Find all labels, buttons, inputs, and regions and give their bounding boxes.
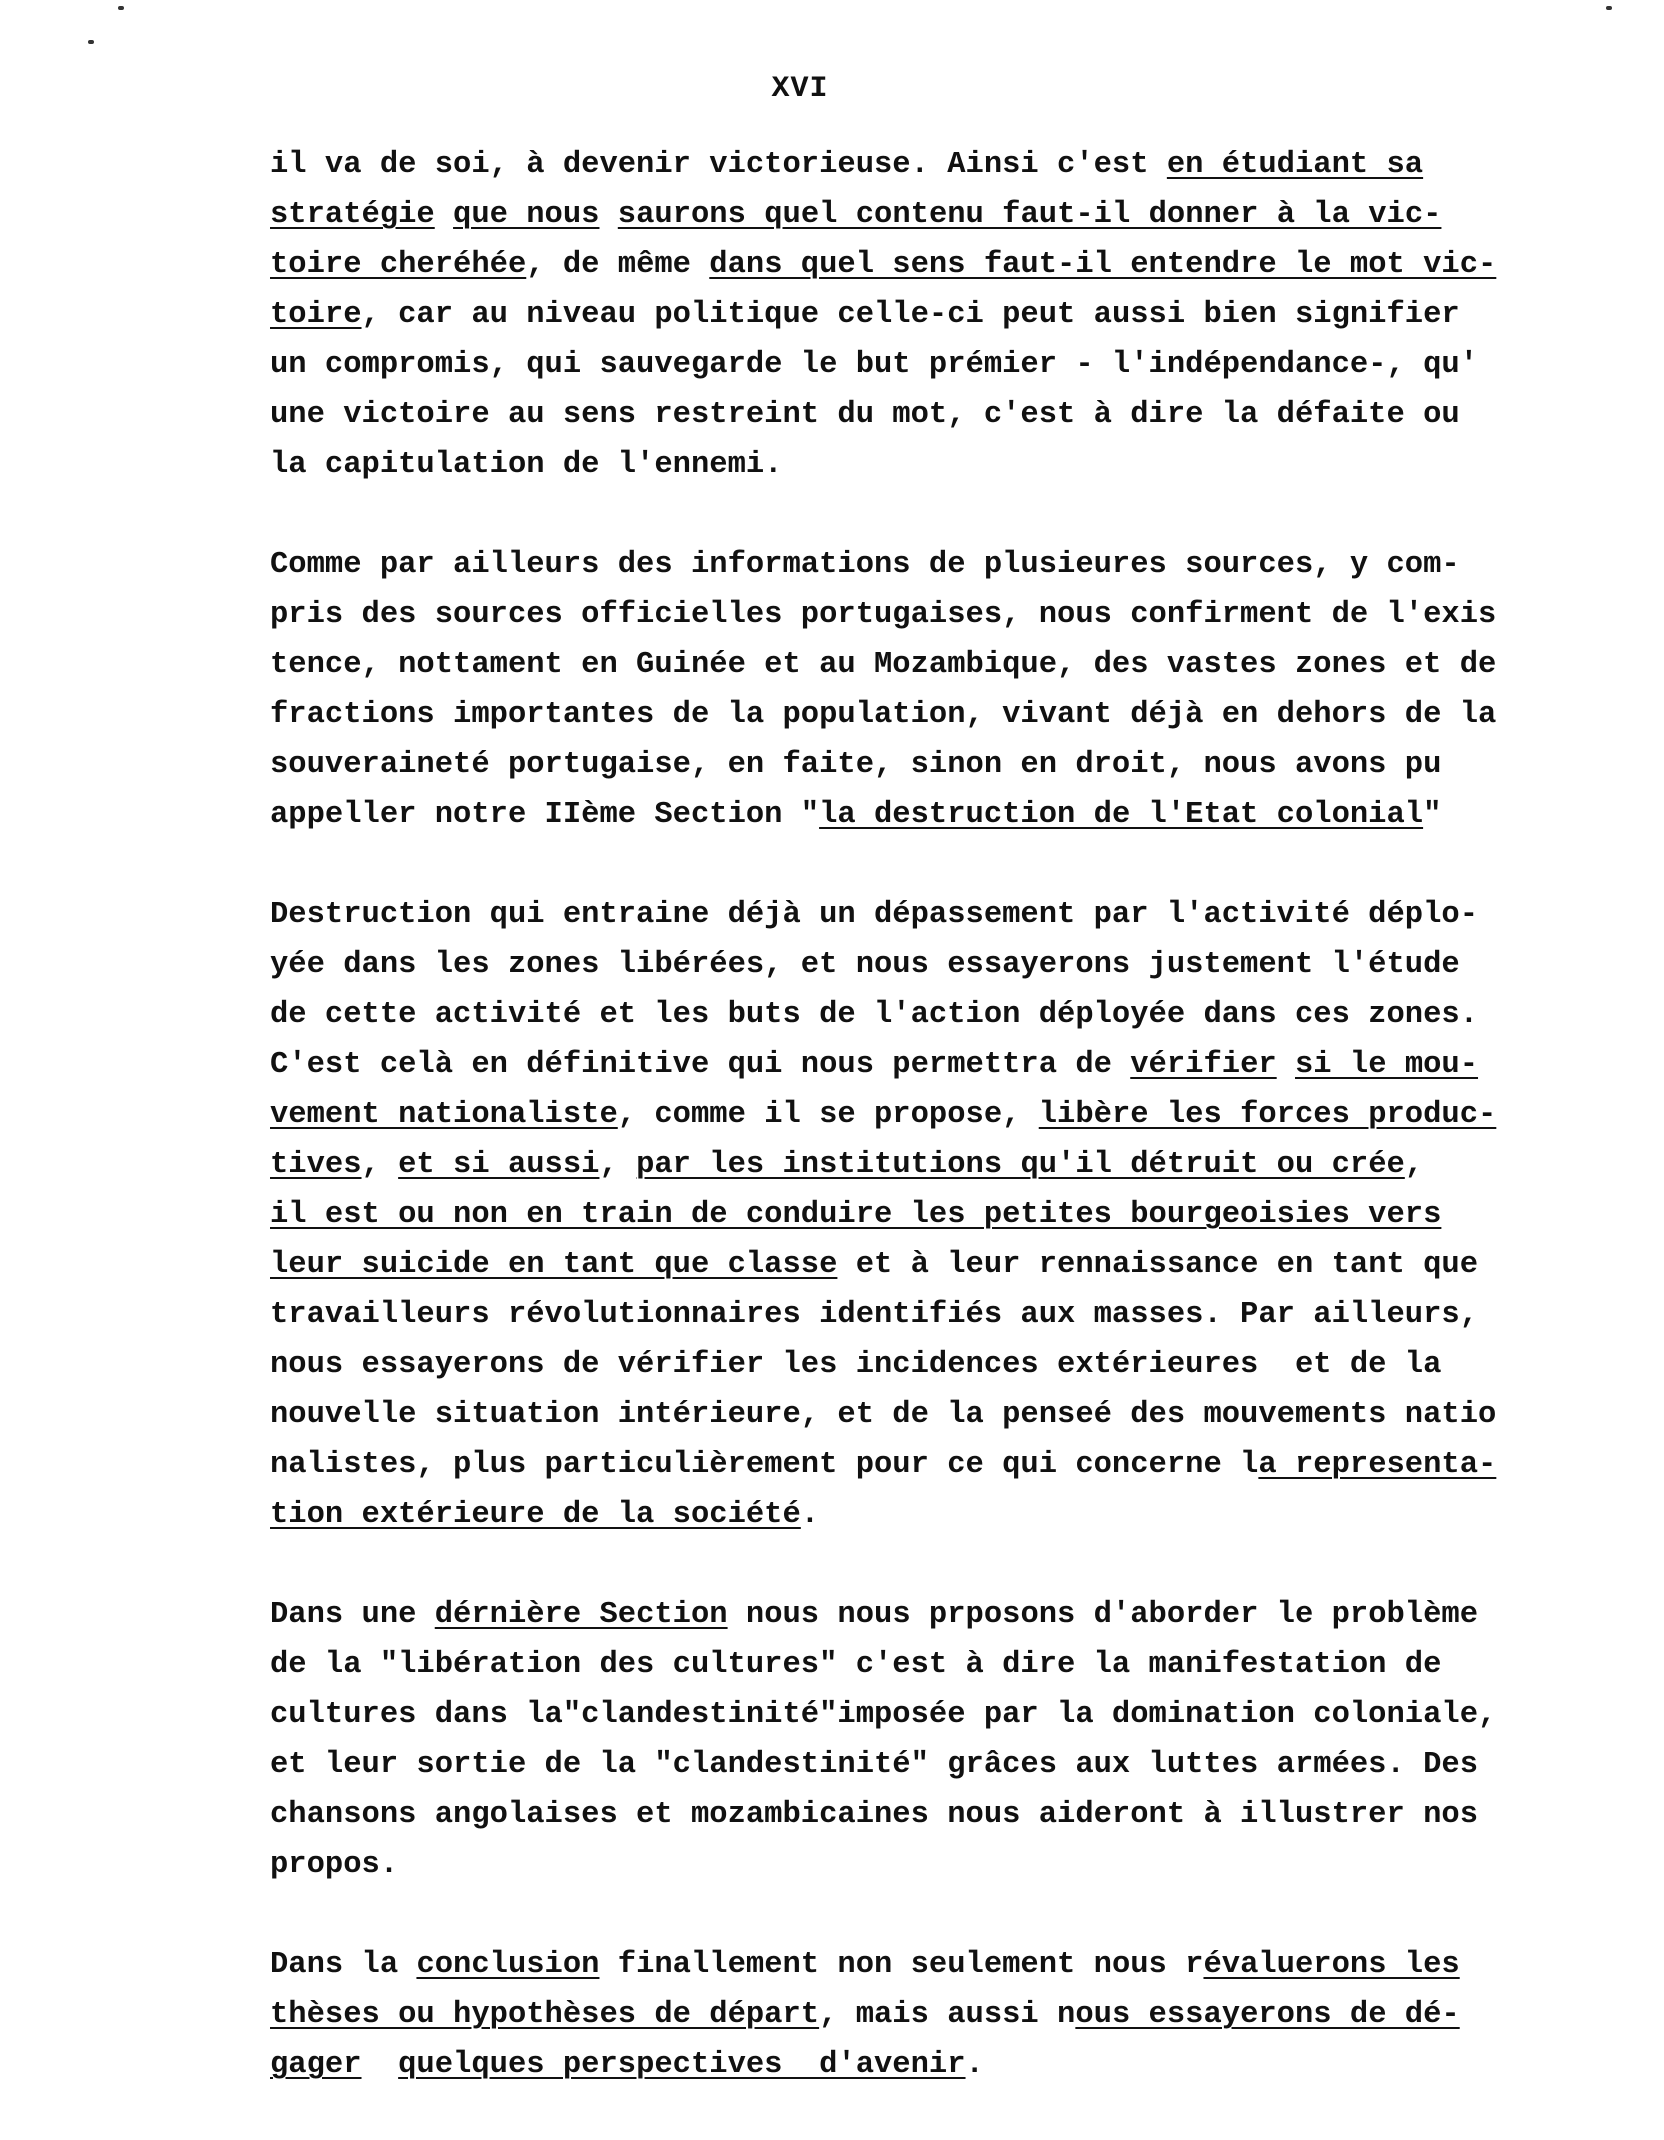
text-segment: travailleurs révolutionnaires identifiés aux masses. Par ailleurs, xyxy=(270,1298,1478,1332)
text-segment: la capitulation de l'ennemi. xyxy=(270,448,783,482)
text-line xyxy=(270,740,1630,790)
text-line xyxy=(270,590,1630,640)
underlined-text: saurons quel contenu faut-il donner à la vic- xyxy=(617,198,1442,232)
text-segment xyxy=(362,2048,399,2082)
text-line xyxy=(270,690,1630,740)
text-segment: Dans la xyxy=(270,1948,417,1982)
underlined-text: la destruction de l'Etat colonial xyxy=(819,798,1424,832)
underlined-text: a representa- xyxy=(1258,1448,1497,1482)
text-segment xyxy=(435,198,453,232)
text-segment: , car au niveau politique celle-ci peut aussi bien signifier xyxy=(361,298,1460,332)
underlined-text: par les institutions qu'il détruit ou crée xyxy=(636,1148,1405,1182)
paragraph xyxy=(270,140,1630,490)
text-line xyxy=(270,1790,1630,1840)
text-segment: de la "libération des cultures" c'est à dire la manifestation de xyxy=(270,1648,1442,1682)
text-segment: nous nous prposons d'aborder le problème xyxy=(727,1598,1479,1632)
underlined-text: dans quel sens faut-il entendre le mot vic- xyxy=(709,248,1497,282)
text-line xyxy=(270,640,1630,690)
text-line xyxy=(270,940,1630,990)
text-segment: , comme il se propose, xyxy=(617,1098,1039,1132)
text-line xyxy=(270,1340,1630,1390)
text-line xyxy=(270,1740,1630,1790)
text-line xyxy=(270,1490,1630,1540)
scan-speck xyxy=(88,40,94,44)
text-line xyxy=(270,1290,1630,1340)
text-line xyxy=(270,1140,1630,1190)
text-line xyxy=(270,140,1630,190)
text-segment: , xyxy=(1404,1148,1424,1182)
text-segment: . xyxy=(965,2048,984,2082)
text-segment: . xyxy=(800,1498,820,1532)
text-line xyxy=(270,2040,1630,2090)
text-segment: , mais aussi n xyxy=(819,1998,1076,2032)
paragraph xyxy=(270,1940,1630,2090)
text-line xyxy=(270,390,1630,440)
text-segment: Comme par ailleurs des informations de plusieures sources, y com- xyxy=(270,548,1460,582)
text-line xyxy=(270,1640,1630,1690)
text-segment: il va de soi, à devenir victorieuse. Ainsi c'est xyxy=(270,148,1167,182)
text-segment: , xyxy=(599,1148,637,1182)
text-line xyxy=(270,540,1630,590)
body-text xyxy=(270,140,1630,2140)
underlined-text: toire cheréhée xyxy=(270,248,527,282)
text-segment: chansons angolaises et mozambicaines nous aideront à illustrer nos xyxy=(270,1798,1478,1832)
scan-speck xyxy=(1606,6,1612,10)
underlined-text: évaluerons les xyxy=(1203,1948,1460,1982)
text-line xyxy=(270,1390,1630,1440)
text-line xyxy=(270,1240,1630,1290)
underlined-text: gager xyxy=(270,2048,362,2082)
text-line xyxy=(270,340,1630,390)
text-line xyxy=(270,1940,1630,1990)
text-line xyxy=(270,890,1630,940)
underlined-text: tion extérieure de la société xyxy=(270,1498,801,1532)
underlined-text: que nous xyxy=(453,198,600,232)
underlined-text: ous essayerons de dé- xyxy=(1075,1998,1460,2032)
text-line xyxy=(270,990,1630,1040)
text-segment: propos. xyxy=(270,1848,399,1882)
text-segment: Dans une xyxy=(270,1598,435,1632)
text-line xyxy=(270,290,1630,340)
text-segment: finallement non seulement nous r xyxy=(599,1948,1204,1982)
underlined-text: libère les forces produc- xyxy=(1038,1098,1497,1132)
underlined-text: si le mou- xyxy=(1295,1048,1479,1082)
text-segment: nouvelle situation intérieure, et de la penseé des mouvements natio xyxy=(270,1398,1497,1432)
underlined-text: toire xyxy=(270,298,362,332)
text-segment: une victoire au sens restreint du mot, c'est à dire la défaite ou xyxy=(270,398,1460,432)
scan-speck xyxy=(118,6,124,10)
underlined-text: leur suicide en tant que classe xyxy=(270,1248,838,1282)
text-segment: , xyxy=(361,1148,399,1182)
underlined-text: vement nationaliste xyxy=(270,1098,618,1132)
text-segment: tence, nottament en Guinée et au Mozambique, des vastes zones et de xyxy=(270,648,1497,682)
underlined-text: conclusion xyxy=(416,1948,600,1982)
text-segment: cultures dans la"clandestinité"imposée par la domination coloniale, xyxy=(270,1698,1497,1732)
text-line xyxy=(270,1090,1630,1140)
text-line xyxy=(270,1440,1630,1490)
text-segment: appeller notre IIème Section " xyxy=(270,798,820,832)
text-segment xyxy=(599,198,617,232)
text-segment: et leur sortie de la "clandestinité" grâces aux luttes armées. Des xyxy=(270,1748,1478,1782)
text-segment: yée dans les zones libérées, et nous essayerons justement l'étude xyxy=(270,948,1460,982)
text-segment: , de même xyxy=(526,248,710,282)
text-segment: nalistes, plus particulièrement pour ce qui concerne l xyxy=(270,1448,1259,1482)
text-line xyxy=(270,190,1630,240)
underlined-text: et si aussi xyxy=(398,1148,600,1182)
underlined-text: dérnière Section xyxy=(434,1598,728,1632)
paragraph xyxy=(270,1590,1630,1890)
paragraph xyxy=(270,540,1630,840)
text-segment: et à leur rennaissance en tant que xyxy=(837,1248,1479,1282)
text-line xyxy=(270,1040,1630,1090)
underlined-text: il est ou non en train de conduire les petites bourgeoisies vers xyxy=(270,1198,1442,1232)
text-segment: un compromis, qui sauvegarde le but prémier - l'indépendance-, qu' xyxy=(270,348,1478,382)
underlined-text: en étudiant sa xyxy=(1166,148,1424,182)
underlined-text: vérifier xyxy=(1130,1048,1277,1082)
text-segment: fractions importantes de la population, vivant déjà en dehors de la xyxy=(270,698,1497,732)
text-line xyxy=(270,1840,1630,1890)
paragraph xyxy=(270,890,1630,1540)
text-line xyxy=(270,1190,1630,1240)
text-segment: de cette activité et les buts de l'action déployée dans ces zones. xyxy=(270,998,1478,1032)
underlined-text: quelques perspectives d'avenir xyxy=(398,2048,966,2082)
text-line xyxy=(270,1690,1630,1740)
page-number: XVI xyxy=(771,72,829,106)
text-segment: pris des sources officielles portugaises, nous confirment de l'exis xyxy=(270,598,1497,632)
underlined-text: thèses ou hypothèses de départ xyxy=(270,1998,820,2032)
text-line xyxy=(270,1590,1630,1640)
text-line xyxy=(270,440,1630,490)
text-line xyxy=(270,240,1630,290)
text-segment: nous essayerons de vérifier les incidences extérieures et de la xyxy=(270,1348,1442,1382)
text-segment: " xyxy=(1423,798,1442,832)
text-segment: souveraineté portugaise, en faite, sinon en droit, nous avons pu xyxy=(270,748,1442,782)
text-segment: Destruction qui entraine déjà un dépassement par l'activité déplo- xyxy=(270,898,1478,932)
text-line xyxy=(270,790,1630,840)
text-segment xyxy=(1277,1048,1295,1082)
text-segment: C'est celà en définitive qui nous permettra de xyxy=(270,1048,1131,1082)
underlined-text: tives xyxy=(270,1148,362,1182)
text-line xyxy=(270,1990,1630,2040)
underlined-text: stratégie xyxy=(270,198,435,232)
